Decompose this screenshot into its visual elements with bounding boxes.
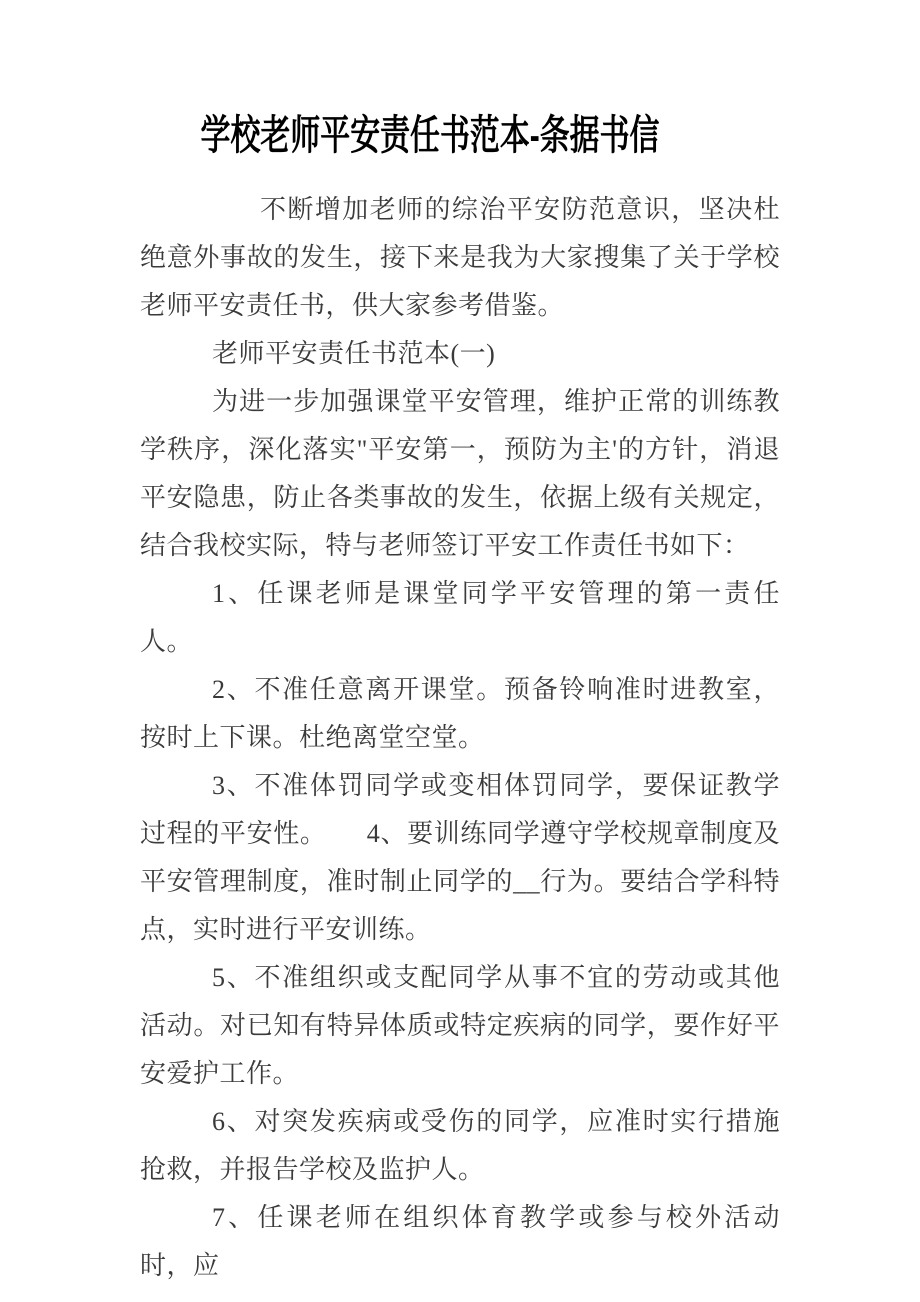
paragraph: 6、对突发疾病或受伤的同学，应准时实行措施抢救，并报告学校及监护人。 [140, 1107, 780, 1184]
paragraph: 不断增加老师的综治平安防范意识，坚决杜绝意外事故的发生，接下来是我为大家搜集了关于学校老师平安责任书，供大家参考借鉴。 [140, 195, 780, 320]
paragraph: 5、不准组织或支配同学从事不宜的劳动或其他活动。对已知有特异体质或特定疾病的同学，要作好平安爱护工作。 [140, 963, 780, 1088]
paragraph: 1、任课老师是课堂同学平安管理的第一责任人。 [140, 579, 780, 656]
document-title: 学校老师平安责任书范本-条据书信 [200, 112, 660, 158]
document-body [140, 186, 780, 1290]
paragraph: 3、不准体罚同学或变相体罚同学，要保证教学过程的平安性。 4、要训练同学遵守学校规章制度及平安管理制度，准时制止同学的__行为。要结合学科特点，实时进行平安训练。 [140, 771, 780, 944]
paragraph: 7、任课老师在组织体育教学或参与校外活动时，应 [140, 1203, 780, 1280]
paragraph: 为进一步加强课堂平安管理，维护正常的训练教学秩序，深化落实"平安第一，预防为主'的方针，消退平安隐患，防止各类事故的发生，依据上级有关规定，结合我校实际，特与老师签订平安工作责任书如下： [140, 387, 780, 560]
paragraph: 老师平安责任书范本(一) [212, 339, 496, 368]
paragraph: 2、不准任意离开课堂。预备铃响准时进教室，按时上下课。杜绝离堂空堂。 [140, 675, 780, 752]
